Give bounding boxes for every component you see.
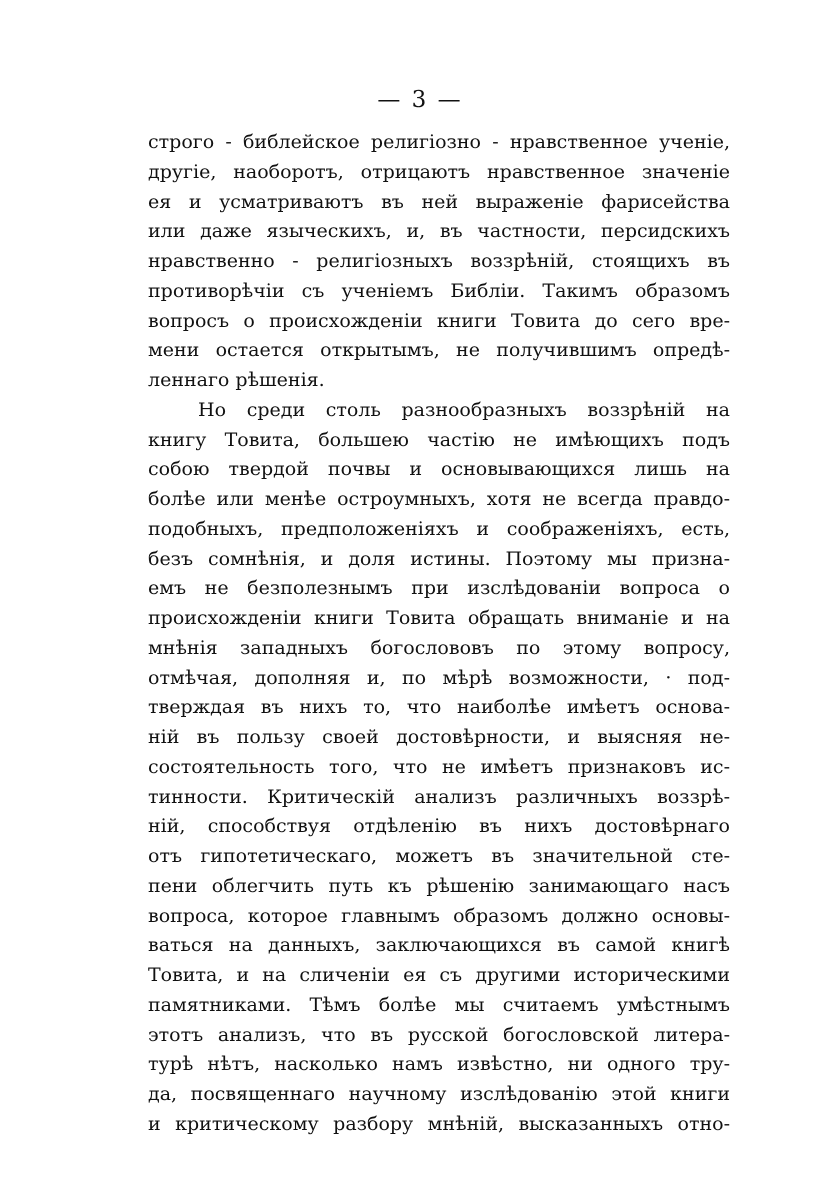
text-line-paragraph-end: леннаго рѣшенія. — [148, 369, 325, 391]
text-line: Товита, и на сличеніи ея съ другими историческими — [148, 964, 730, 986]
text-line: мени остается открытымъ, не получившимъ опредѣ- — [148, 339, 730, 362]
text-line: отмѣчая, дополняя и, по мѣрѣ возможности, · под- — [148, 666, 730, 689]
text-line: памятниками. Тѣмъ болѣе мы считаемъ умѣстнымъ — [148, 993, 730, 1016]
text-line: ній, способствуя отдѣленію въ нихъ достовѣрнаго — [148, 815, 730, 838]
text-line: другіе, наоборотъ, отрицаютъ нравственное значеніе — [148, 160, 730, 183]
text-line: да, посвященнаго научному изслѣдованію этой книги — [148, 1083, 730, 1105]
text-line: отъ гипотетическаго, можетъ въ значительной сте- — [148, 845, 730, 867]
text-line: безъ сомнѣнія, и доля истины. Поэтому мы призна- — [148, 547, 730, 570]
body-text — [148, 128, 730, 1140]
text-line: емъ не безполезнымъ при изслѣдованіи вопроса о — [148, 577, 730, 600]
text-line: тверждая въ нихъ то, что наиболѣе имѣетъ основа- — [148, 696, 730, 719]
text-line: строго - библейское религіозно - нравственное ученіе, — [148, 131, 730, 153]
text-line: мнѣнія западныхъ богослововъ по этому вопросу, — [148, 636, 730, 659]
text-line: происхожденіи книги Товита обращать вниманіе и на — [148, 607, 730, 629]
text-line: нравственно - религіозныхъ воззрѣній, стоящихъ въ — [148, 250, 730, 272]
page-number: — 3 — — [377, 87, 463, 113]
text-line-paragraph-start: Но среди столь разнообразныхъ воззрѣній на — [198, 398, 730, 421]
text-line: ея и усматриваютъ въ ней выраженіе фарисейства — [148, 190, 730, 213]
text-line: ній въ пользу своей достовѣрности, и выясняя не- — [148, 726, 730, 748]
text-line: и критическому разбору мнѣній, высказанныхъ отно- — [148, 1112, 730, 1135]
text-line: тинности. Критическій анализъ различныхъ воззрѣ- — [148, 785, 730, 808]
text-line: собою твердой почвы и основывающихся лишь на — [148, 458, 730, 481]
text-line: болѣе или менѣе остроумныхъ, хотя не всегда правдо- — [148, 488, 730, 510]
text-line: или даже языческихъ, и, въ частности, персидскихъ — [148, 220, 730, 243]
text-line: подобныхъ, предположеніяхъ и соображеніяхъ, есть, — [148, 517, 730, 540]
text-line: турѣ нѣтъ, насколько намъ извѣстно, ни одного тру- — [148, 1053, 730, 1076]
text-line: вопроса, которое главнымъ образомъ должно основы- — [148, 904, 730, 927]
text-line: пени облегчить путь къ рѣшенію занимающаго насъ — [148, 874, 730, 897]
text-line: противорѣчіи съ ученіемъ Библіи. Такимъ образомъ — [148, 279, 730, 302]
text-line: вопросъ о происхожденіи книги Товита до сего вре- — [148, 309, 730, 332]
text-line: этотъ анализъ, что въ русской богословской литера- — [148, 1023, 730, 1046]
text-line: ваться на данныхъ, заключающихся въ самой книгѣ — [148, 934, 730, 957]
text-line: состоятельность того, что не имѣетъ признаковъ ис- — [148, 755, 730, 778]
text-line: книгу Товита, большею частію не имѣющихъ подъ — [148, 428, 730, 451]
